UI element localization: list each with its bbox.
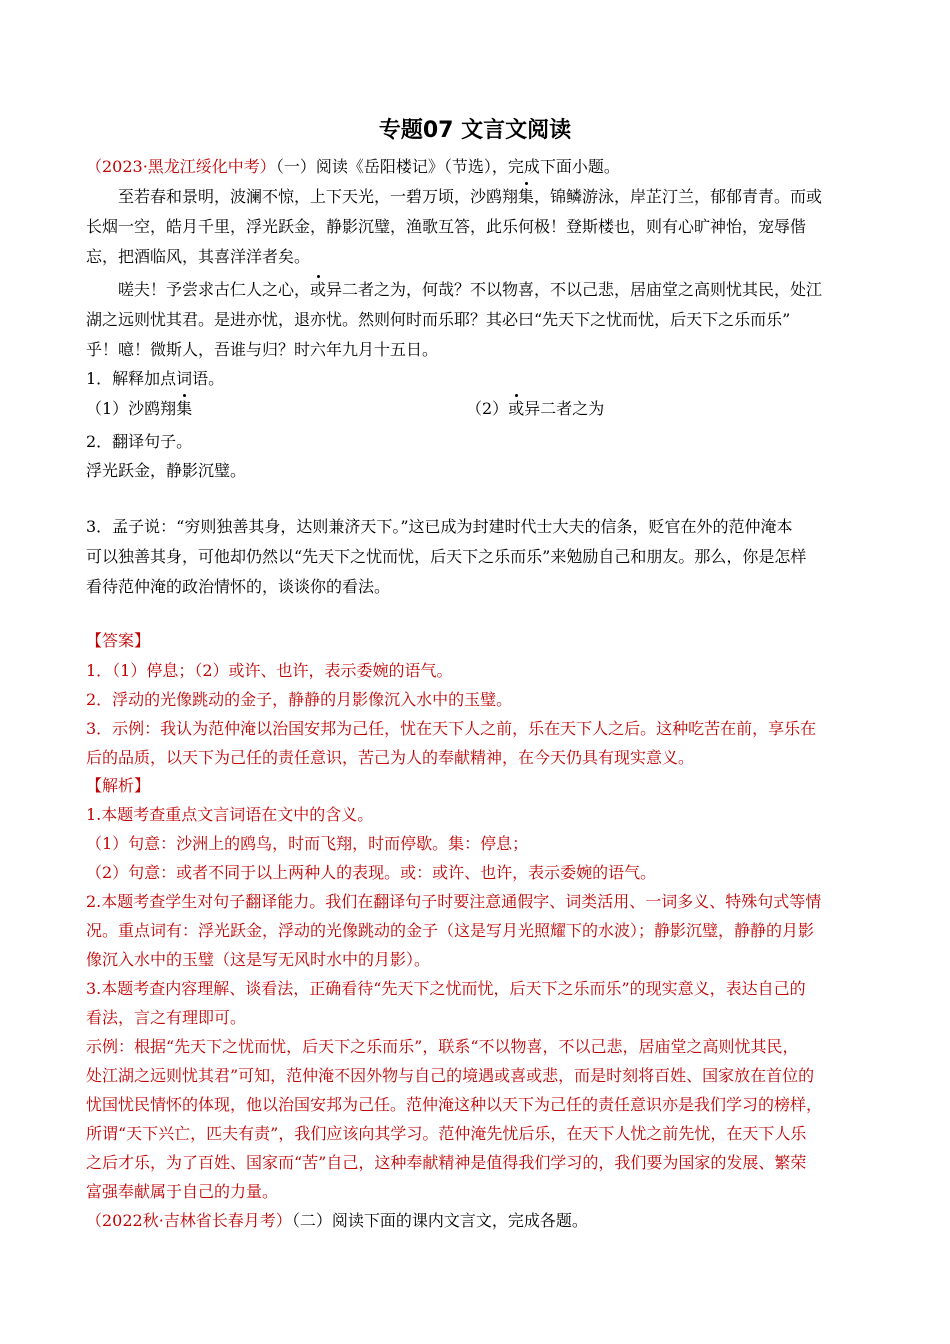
question-1: 1．解释加点词语。 [86, 369, 225, 388]
emphasized-word: 或 [310, 278, 326, 302]
answer-3-line2: 后的品质，以天下为己任的责任意识，苦己为人的奉献精神，在今天仍具有现实意义。 [86, 748, 695, 767]
question-3-line3: 看待范仲淹的政治情怀的，谈谈你的看法。 [86, 577, 391, 596]
question-2-text: 浮光跃金，静影沉璧。 [86, 461, 247, 480]
question-3-line1: 3．孟子说：“穷则独善其身，达则兼济天下。”这已成为封建时代士大夫的信条，贬官在外的范仲淹本 [86, 517, 793, 536]
section1-header [86, 155, 620, 179]
emphasized-word: 或 [508, 397, 524, 421]
analysis-line: 忧国忧民情怀的体现，他以治国安邦为己任。范仲淹这种以天下为己任的责任意识亦是我们学习的榜样， [86, 1095, 823, 1114]
section1-source: （2023·黑龙江绥化中考） [86, 157, 276, 176]
section2-header [86, 1209, 588, 1233]
analysis-line: 富强奉献属于自己的力量。 [86, 1182, 279, 1201]
analysis-line: 之后才乐，为了百姓、国家而“苦”自己，这种奉献精神是值得我们学习的，我们要为国家的发展、繁荣 [86, 1153, 807, 1172]
analysis-line: 看法，言之有理即可。 [86, 1008, 247, 1027]
passage-p2-line1: 嗟夫！予尝求古仁人之心，或异二者之为，何哉？不以物喜，不以己悲，居庙堂之高则忧其民，处江 [118, 278, 822, 302]
question-1-part1: （1）沙鸥翔集 [86, 397, 192, 421]
analysis-line: 示例：根据“先天下之忧而忧，后天下之乐而乐”，联系“不以物喜，不以己悲，居庙堂之高则忧其民， [86, 1037, 799, 1056]
passage-p1-line3: 忘，把酒临风，其喜洋洋者矣。 [86, 247, 311, 266]
analysis-line: 1.本题考查重点文言词语在文中的含义。 [86, 805, 374, 824]
passage-p2-line2: 湖之远则忧其君。是进亦忧，退亦忧。然则何时而乐耶？其必曰“先天下之忧而忧，后天下之乐而乐” [86, 310, 791, 329]
analysis-line: 3.本题考查内容理解、谈看法，正确看待“先天下之忧而忧，后天下之乐而乐”的现实意义，表达自己的 [86, 979, 806, 998]
answer-1: 1．（1）停息；（2）或许、也许，表示委婉的语气。 [86, 661, 453, 680]
section2-intro: （二）阅读下面的课内文言文，完成各题。 [291, 1211, 588, 1230]
analysis-line: 况。重点词有：浮光跃金，浮动的光像跳动的金子（这是写月光照耀下的水波）；静影沉璧，静静的月影 [86, 921, 815, 940]
section1-intro: （一）阅读《岳阳楼记》（节选），完成下面小题。 [275, 157, 620, 176]
analysis-line: 2.本题考查学生对句子翻译能力。我们在翻译句子时要注意通假字、词类活用、一词多义、特殊句式等情 [86, 892, 822, 911]
emphasized-word: 集 [518, 185, 534, 209]
passage-p1-line2: 长烟一空，皓月千里，浮光跃金，静影沉璧，渔歌互答，此乐何极！登斯楼也，则有心旷神怡，宠辱偕 [86, 217, 807, 236]
question-1-part2: （2）或异二者之为 [466, 397, 604, 421]
analysis-line: 所谓“天下兴亡，匹夫有责”，我们应该向其学习。范仲淹先忧后乐，在天下人忧之前先忧，在天下人乐 [86, 1124, 807, 1143]
answer-label: 【答案】 [86, 631, 151, 650]
page-title: 专题07 文言文阅读 [378, 118, 572, 143]
emphasized-word: 集 [176, 397, 192, 421]
analysis-line: 像沉入水中的玉璧（这是写无风时水中的月影）。 [86, 950, 431, 969]
analysis-label: 【解析】 [86, 776, 151, 795]
answer-2: 2．浮动的光像跳动的金子，静静的月影像沉入水中的玉璧。 [86, 690, 513, 709]
answer-3-line1: 3．示例：我认为范仲淹以治国安邦为己任，忧在天下人之前，乐在天下人之后。这种吃苦在前，享乐在 [86, 719, 817, 738]
passage-p1-line1: 至若春和景明，波澜不惊，上下天光，一碧万顷，沙鸥翔集，锦鳞游泳，岸芷汀兰，郁郁青青。而或 [118, 185, 822, 209]
analysis-line: （2）句意：或者不同于以上两种人的表现。或：或许、也许，表示委婉的语气。 [86, 863, 657, 882]
section2-source: （2022秋·吉林省长春月考） [86, 1211, 292, 1230]
question-3-line2: 可以独善其身，可他却仍然以“先天下之忧而忧，后天下之乐而乐”来勉励自己和朋友。那么，你是怎样 [86, 547, 807, 566]
analysis-line: （1）句意：沙洲上的鸥鸟，时而飞翔，时而停歇。集：停息； [86, 834, 529, 853]
passage-p2-line3: 乎！噫！微斯人，吾谁与归？时六年九月十五日。 [86, 340, 439, 359]
question-2: 2．翻译句子。 [86, 432, 193, 451]
analysis-line: 处江湖之远则忧其君”可知，范仲淹不因外物与自己的境遇或喜或悲，而是时刻将百姓、国家放在首位的 [86, 1066, 815, 1085]
